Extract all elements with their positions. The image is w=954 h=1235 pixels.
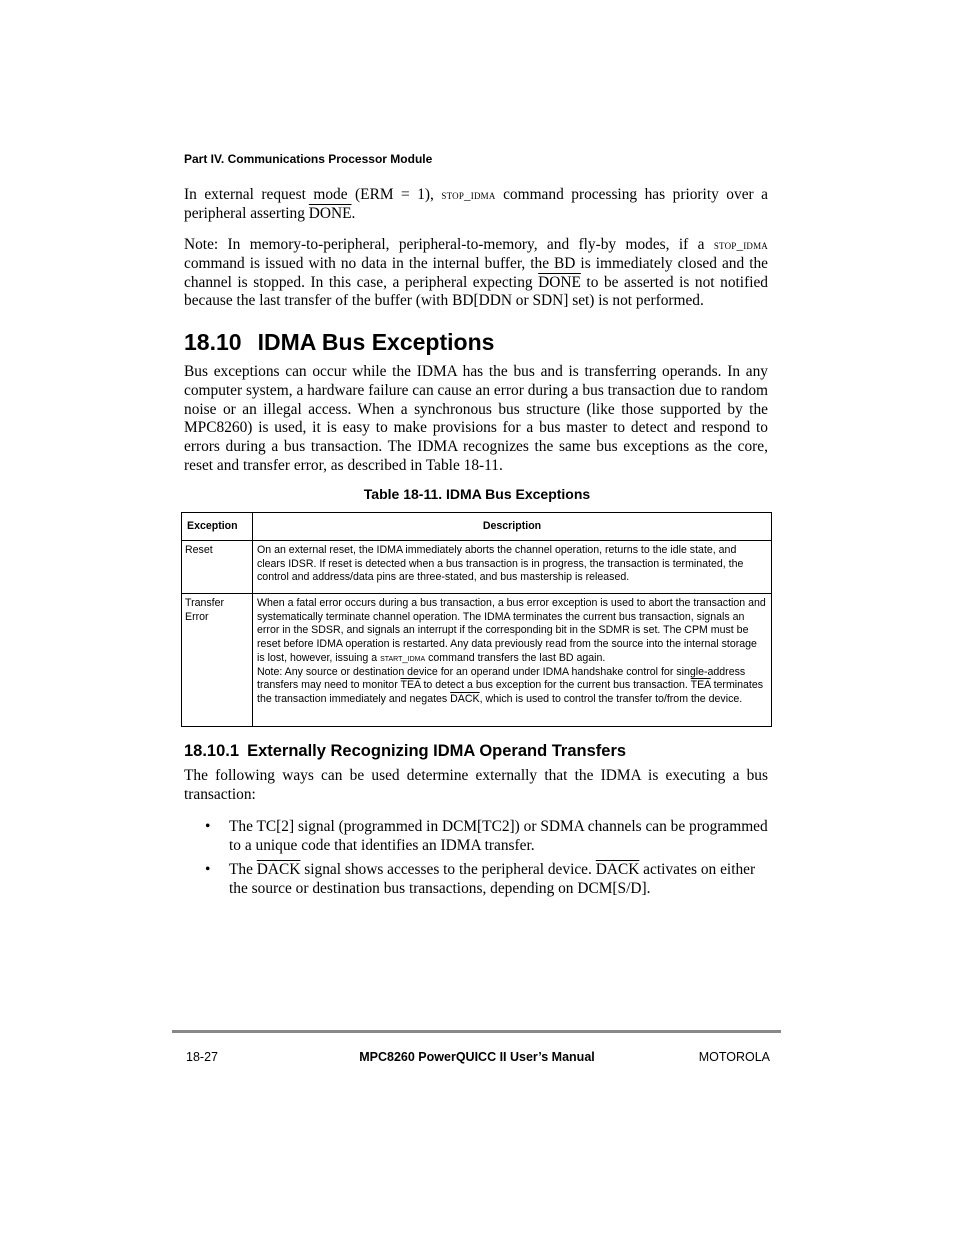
exception-name-line: Error — [185, 610, 209, 623]
text: command transfers the last BD again. — [425, 651, 606, 664]
table-row — [182, 541, 772, 594]
exception-description — [253, 594, 772, 727]
paragraph-bus-exceptions: Bus exceptions can occur while the IDMA has the bus and is transferring operands. In any computer system, a hardware failure can cause an error during a bus transaction due to random noise or an illegal access. When a synchronous bus structure (like those supported by the MPC8260) is used, it is easy to make provisions for a bus master to detect and respond to errors during a bus transaction. The IDMA recognizes the same bus exceptions as the core, reset and transfer error, as described in Table 18-11. — [184, 363, 768, 474]
done-signal: DONE — [538, 273, 581, 291]
text: to be asserted is not notified because the last transfer of the buffer (with BD[DDN or SDN] set) is not performed. — [184, 273, 768, 310]
exception-name-line: Transfer — [185, 597, 225, 609]
dack-signal: DACK — [595, 861, 640, 878]
text: to detect a bus exception for the current bus transaction. — [420, 679, 691, 692]
bullet-icon: • — [205, 818, 211, 835]
start-idma-command: start_idma — [380, 652, 426, 664]
text: The — [229, 861, 257, 878]
exception-name: Reset — [182, 541, 253, 594]
list-item: The TC[2] signal (programmed in DCM[TC2]) or SDMA channels can be programmed to a unique code that identifies an IDMA transfer. — [229, 818, 768, 854]
tea-signal: $\overline{TEA}$ — [690, 679, 711, 692]
table-caption: Table 18-11. IDMA Bus Exceptions — [363, 486, 591, 502]
subsection-title: Externally Recognizing IDMA Operand Transfers — [247, 742, 627, 760]
table-header-row — [182, 513, 772, 541]
stop-idma-command: stop_idma — [441, 187, 496, 202]
text: When a fatal error occurs during a bus transaction, a bus error exception is used to abort the transaction and systematically terminate channel operation. The IDMA terminates the current bus transaction, signals an error in the SDSR, and signals an interrupt if the corresponding bit in the SDMR is set. The CPM must be reset before IDMA operation is restarted. Any data previously read from the source into the internal storage is lost, however, issuing a — [257, 597, 766, 664]
paragraph-erm-priority — [184, 186, 768, 224]
text: activates on either the source or destination bus transactions, depending on DCM[S/D]. — [229, 861, 756, 897]
footer-rule — [172, 1030, 781, 1033]
header-exception: Exception — [182, 513, 253, 541]
stop-idma-command: stop_idma — [713, 237, 768, 252]
text: In external request mode (ERM = 1), — [184, 186, 442, 203]
paragraph-recognize-transfers: The following ways can be used determine externally that the IDMA is executing a bus transaction: — [184, 767, 768, 803]
text: signal shows accesses to the peripheral device. — [300, 861, 596, 878]
text: , which is used to control the transfer to/from the device. — [479, 692, 743, 705]
subsection-number: 18.10.1 — [184, 742, 240, 760]
list-item — [229, 861, 769, 899]
header-description: Description — [253, 513, 772, 541]
dack-signal: DACK — [450, 692, 480, 705]
exception-description: On an external reset, the IDMA immediately aborts the channel operation, returns to the idle state, and clears IDSR. If reset is detected when a bus transaction is in progress, the transaction is terminated, the control and address/data pins are three-stated, and bus mastership is released. — [253, 541, 772, 594]
text: Note: In memory-to-peripheral, peripheral-to-memory, and fly-by modes, if a — [184, 236, 714, 253]
section-title: IDMA Bus Exceptions — [257, 329, 495, 355]
page-number: 18-27 — [186, 1050, 218, 1064]
tea-signal: $\overline{TEA}$ — [400, 679, 421, 692]
table-row — [182, 594, 772, 727]
section-number: 18.10 — [184, 329, 242, 355]
text: command is issued with no data in the internal buffer, the BD is immediately closed and the channel is stopped. In this case, a peripheral expecting — [184, 254, 768, 291]
subsection-heading — [184, 742, 626, 761]
manual-title: MPC8260 PowerQUICC II User’s Manual — [359, 1050, 595, 1064]
idma-bus-exceptions-table — [181, 512, 772, 727]
done-signal: DONE — [308, 204, 352, 222]
paragraph-note-stop-idma — [184, 236, 768, 311]
text: . — [351, 204, 356, 222]
dack-signal: DACK — [256, 861, 301, 878]
exception-name — [182, 594, 253, 727]
running-head: Part IV. Communications Processor Module — [184, 152, 433, 166]
text: terminates the transaction immediately and negates — [257, 679, 764, 705]
bullet-icon: • — [205, 861, 211, 878]
brand-name: MOTOROLA — [698, 1050, 770, 1064]
text: Note: Any source or destination device for an operand under IDMA handshake control for single-address transfers may need to monitor — [257, 665, 746, 692]
text: command processing has priority over a peripheral asserting — [184, 186, 768, 222]
section-heading — [184, 329, 494, 356]
